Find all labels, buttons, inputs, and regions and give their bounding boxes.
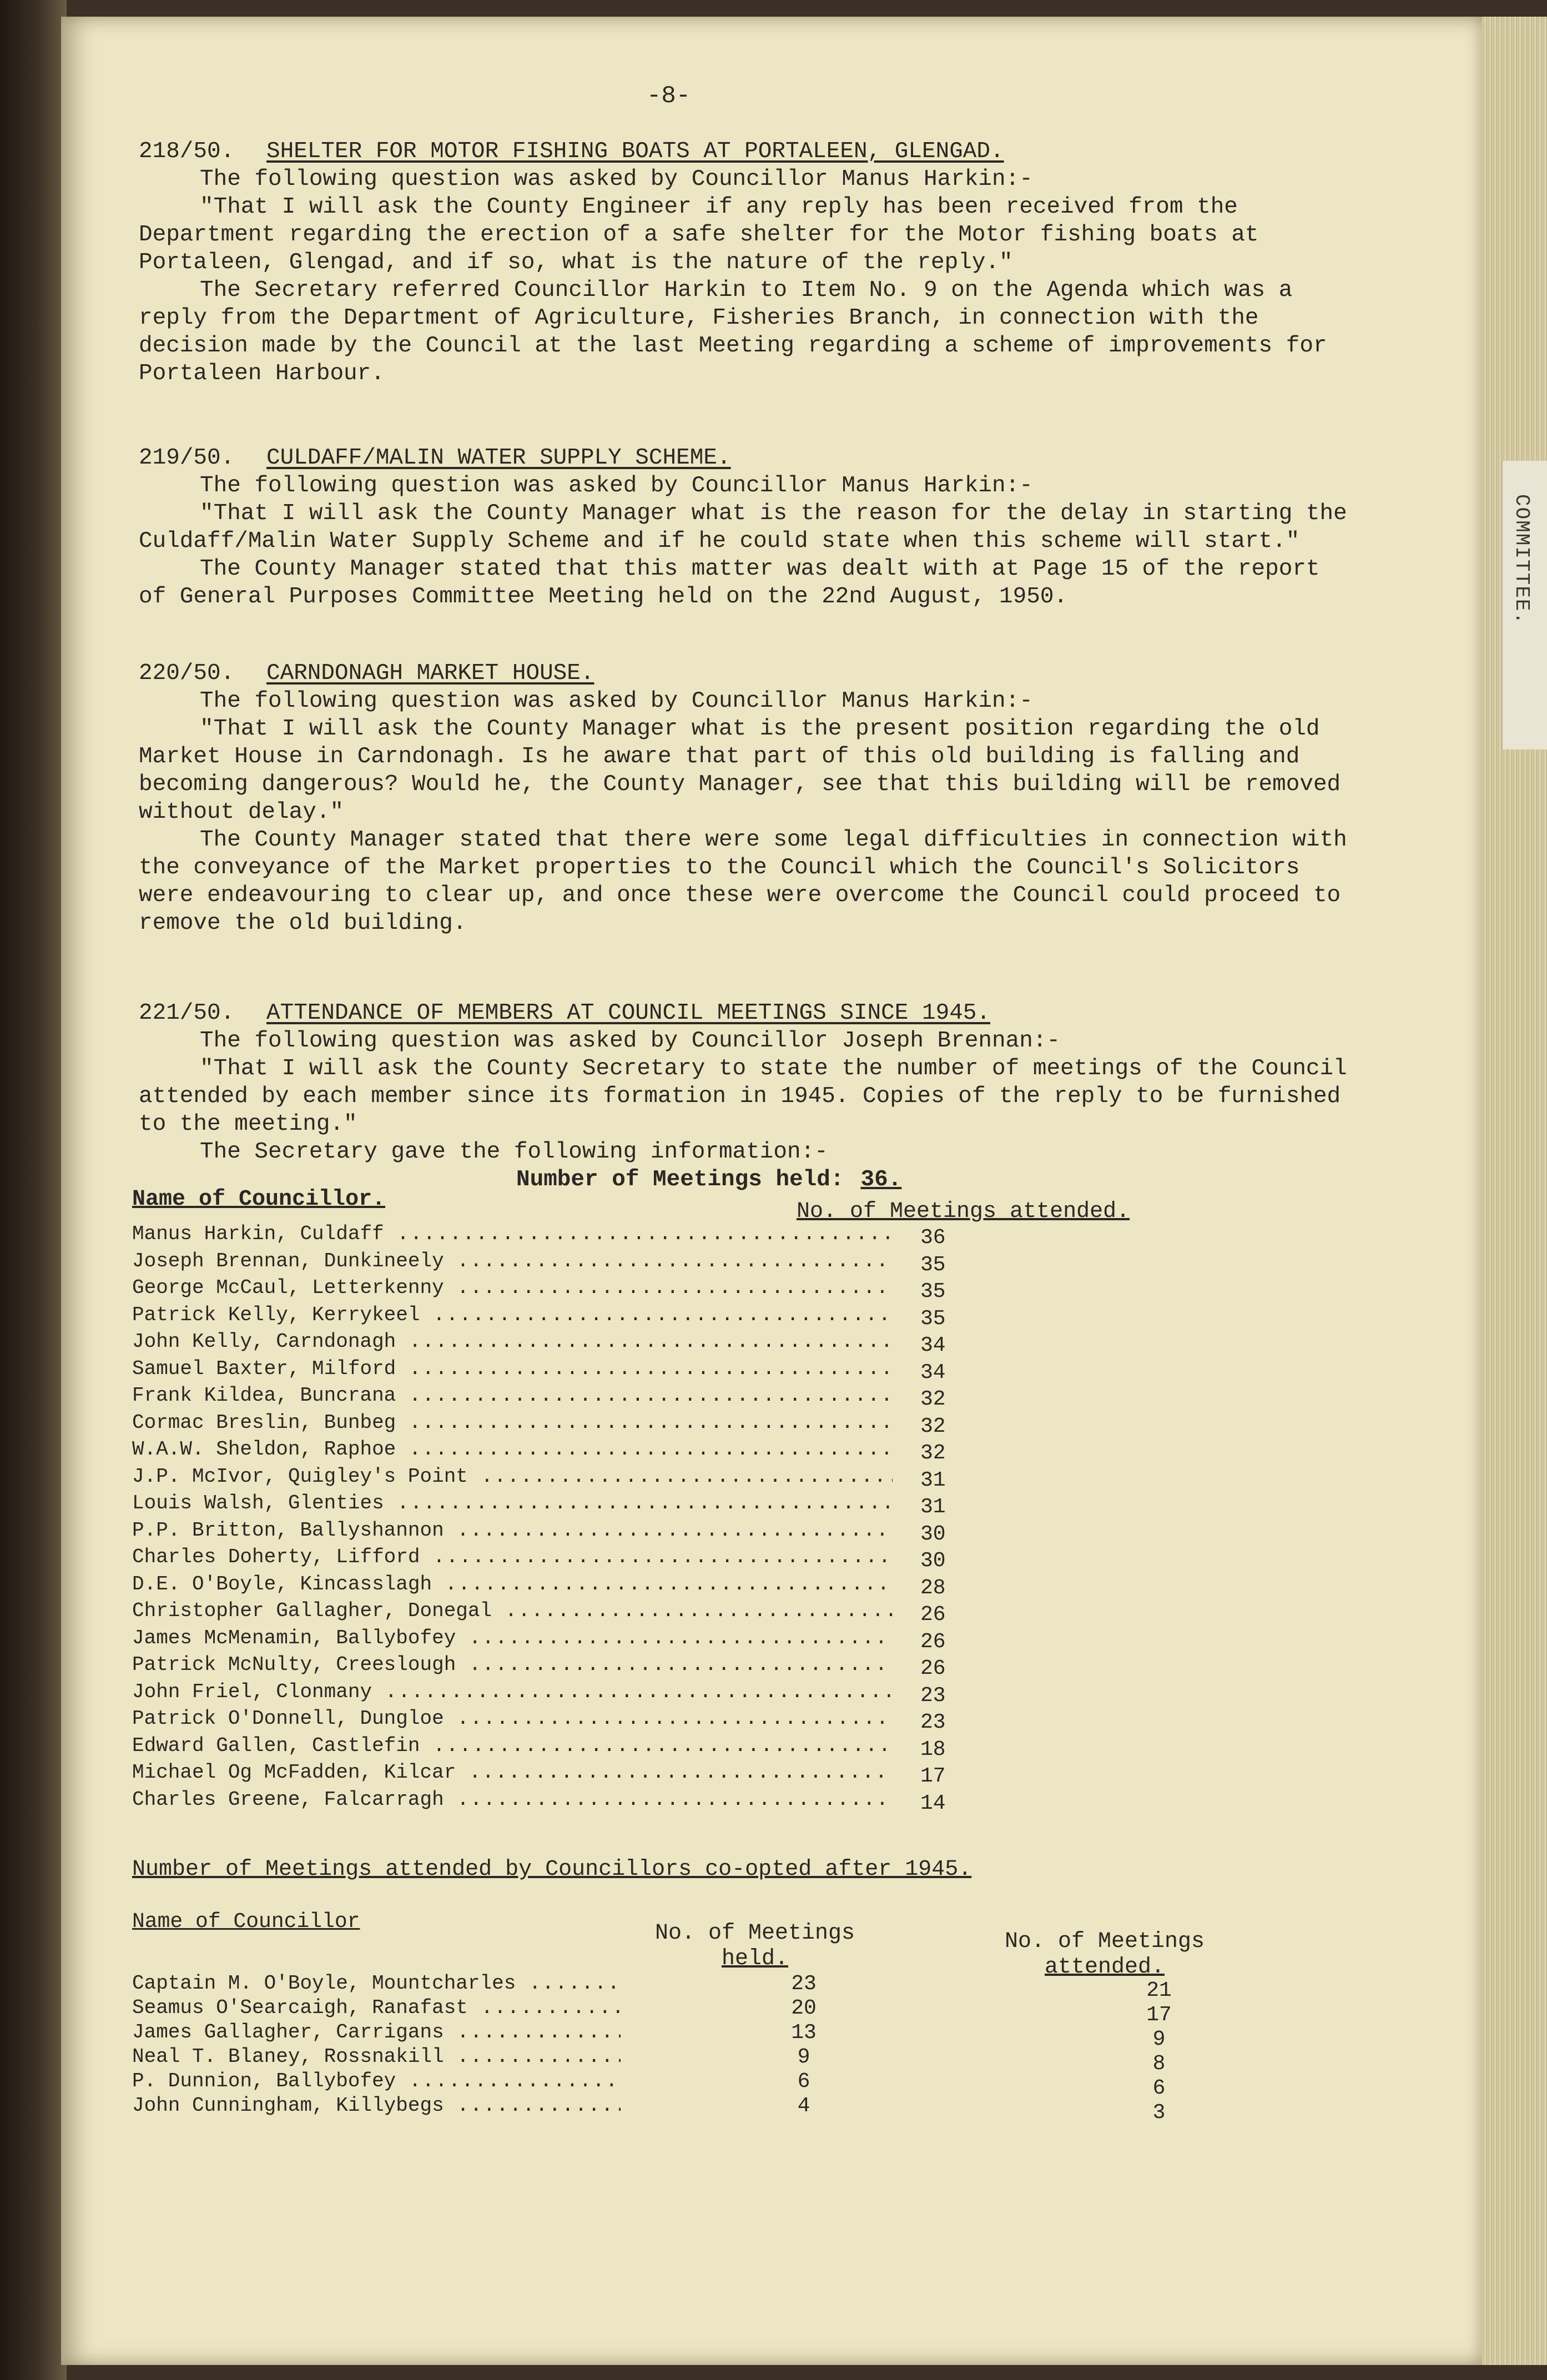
councillor-name: Louis Walsh, Glenties ..... [132,1492,893,1514]
meetings-attended: 35 [920,1280,946,1304]
meetings-attended: 8 [1152,2052,1166,2076]
councillor-name: Captain M. O'Boyle, Mountcharles ..... [132,1972,621,1995]
table-row [132,1330,965,1357]
minute-item-219 [139,444,1360,611]
table-row [132,2094,1242,2125]
coopted-table-title: Number of Meetings attended by Councillors co-opted after 1945. [132,1857,972,1882]
meetings-attended: 32 [920,1441,946,1465]
answer-text: The County Manager stated that there were some legal difficulties in connection with the conveyance of the Market properties to the Council which the Council's Solicitors were endeavouring to clear up, and once these were overcome the Council could proceed to remove the old building. [139,827,1347,936]
table-row [132,1222,965,1250]
councillor-name: Neal T. Blaney, Rossnakill ..... [132,2045,621,2068]
column-header-name: Name of Councillor. [132,1187,386,1212]
header-line: attended. [1044,1955,1165,1980]
table-row [132,1653,965,1680]
meetings-attended: 14 [920,1791,946,1815]
meetings-attended: 17 [920,1764,946,1788]
meetings-attended: 35 [920,1306,946,1331]
table-row [132,1384,965,1411]
table-row [132,1627,965,1654]
coopted-column-header-held [644,1921,866,1972]
meetings-attended: 17 [1146,2003,1172,2027]
item-title: ATTENDANCE OF MEMBERS AT COUNCIL MEETINGS SINCE 1945. [266,1000,991,1026]
item-heading [139,138,1360,165]
item-title: CARNDONAGH MARKET HOUSE. [266,661,594,686]
question-text: "That I will ask the County Secretary to state the number of meetings of the Council attended by each member since its formation in 1945. Copies of the reply to be furnished to the meeting." [139,1056,1347,1137]
minute-item-220 [139,660,1360,937]
meetings-attended: 32 [920,1414,946,1438]
table-row [132,1761,965,1788]
table-row [132,2045,1242,2076]
item-title: SHELTER FOR MOTOR FISHING BOATS AT PORTALEEN, GLENGAD. [266,139,1004,164]
meetings-attended: 26 [920,1657,946,1680]
councillor-name: Manus Harkin, Culdaff ..... [132,1222,893,1245]
answer-text: The Secretary gave the following information:- [200,1139,828,1165]
table-row [132,1546,965,1573]
header-line: No. of Meetings [654,1921,855,1946]
page-number: -8- [647,82,691,110]
councillor-name: Patrick McNulty, Creeslough ..... [132,1653,893,1676]
table-row [132,1996,1242,2027]
attendance-table [132,1222,965,1815]
councillor-name: Samuel Baxter, Milford ..... [132,1357,893,1380]
councillor-name: Michael Og McFadden, Kilcar ..... [132,1761,893,1784]
meetings-attended: 3 [1152,2101,1166,2125]
table-row [132,1492,965,1519]
table-row [132,1438,965,1465]
meetings-held-value: 36. [860,1167,902,1192]
item-number: 219/50. [139,445,235,471]
meetings-held: 13 [791,2021,817,2045]
item-title: CULDAFF/MALIN WATER SUPPLY SCHEME. [266,445,731,471]
councillor-name: John Friel, Clonmany ..... [132,1680,893,1703]
meetings-attended: 23 [920,1710,946,1734]
meetings-attended: 26 [920,1629,946,1654]
coopted-table [132,1972,1242,2125]
table-row [132,1707,965,1734]
councillor-name: Edward Gallen, Castlefin ..... [132,1734,893,1757]
item-number: 220/50. [139,661,235,686]
answer-text: The Secretary referred Councillor Harkin to Item No. 9 on the Agenda which was a reply from the Department of Agriculture, Fisheries Branch, in connection with the decision made by the Council at the last Meeting regarding a scheme of improvements for Portaleen Harbour. [139,278,1327,386]
table-row [132,1357,965,1385]
item-heading [139,444,1360,472]
item-heading [139,999,1360,1027]
table-row [132,1680,965,1708]
councillor-name: Charles Doherty, Lifford ..... [132,1546,893,1568]
meetings-attended: 34 [920,1334,946,1357]
question-text: "That I will ask the County Manager what is the reason for the delay in starting the Culdaff/Malin Water Supply Scheme and if he could state when this scheme will start." [139,501,1347,554]
answer-text: The County Manager stated that this matter was dealt with at Page 15 of the report of General Purposes Committee Meeting held on the 22nd August, 1950. [139,556,1320,610]
councillor-name: James McMenamin, Ballybofey ..... [132,1627,893,1649]
question-text: "That I will ask the County Manager what is the present position regarding the old Market House in Carndonagh. Is he aware that part of this old building is falling and becoming dangerous? Would he, the County Manager, see that this building will be removed without delay." [139,716,1341,825]
councillor-name: P.P. Britton, Ballyshannon ..... [132,1519,893,1542]
minute-item-218 [139,138,1360,388]
item-number: 221/50. [139,1000,235,1026]
meetings-attended: 31 [920,1495,946,1519]
index-tab-label: COMMITTEE. [1510,494,1533,626]
book-binding [0,0,67,2380]
meetings-attended: 32 [920,1387,946,1411]
meetings-held: 9 [797,2045,810,2069]
table-row [132,1465,965,1492]
meetings-attended: 34 [920,1360,946,1385]
councillor-name: James Gallagher, Carrigans ..... [132,2021,621,2044]
councillor-name: Joseph Brennan, Dunkineely ..... [132,1250,893,1272]
table-row [132,1972,1242,2002]
table-row [132,1304,965,1331]
councillor-name: John Kelly, Carndonagh ..... [132,1330,893,1353]
table-row [132,1411,965,1438]
document-page [61,17,1482,2365]
header-line: held. [721,1946,789,1971]
meetings-held: 20 [791,1996,817,2020]
councillor-name: Seamus O'Searcaigh, Ranafast ..... [132,1996,621,2019]
question-intro: The following question was asked by Councillor Joseph Brennan:- [200,1028,1061,1054]
question-text: "That I will ask the County Engineer if any reply has been received from the Department regarding the erection of a safe shelter for the Motor fishing boats at Portaleen, Glengad, and if so, what is the nature of the reply." [139,194,1259,275]
meetings-attended: 21 [1146,1979,1172,2002]
question-intro: The following question was asked by Councillor Manus Harkin:- [200,167,1033,192]
meetings-attended: 28 [920,1576,946,1600]
councillor-name: Cormac Breslin, Bunbeg ..... [132,1411,893,1434]
meetings-attended: 30 [920,1549,946,1573]
meetings-attended: 35 [920,1252,946,1277]
meetings-held: 6 [797,2070,810,2094]
column-header-attended: No. of Meetings attended. [797,1199,1130,1224]
councillor-name: Christopher Gallagher, Donegal ..... [132,1599,893,1622]
page-edges [1482,17,1547,2365]
table-row [132,1788,965,1815]
header-line: No. of Meetings [1004,1929,1205,1954]
meetings-attended: 26 [920,1603,946,1627]
meetings-attended: 36 [920,1226,946,1250]
meetings-held: 23 [791,1972,817,1996]
councillor-name: J.P. McIvor, Quigley's Point ..... [132,1465,893,1488]
question-intro: The following question was asked by Councillor Manus Harkin:- [200,688,1033,714]
table-row [132,1276,965,1304]
meetings-held-label: Number of Meetings held: [516,1167,844,1192]
item-number: 218/50. [139,139,235,164]
coopted-column-header-name: Name of Councillor [132,1910,360,1934]
meetings-attended: 23 [920,1683,946,1708]
table-row [132,1250,965,1277]
councillor-name: Charles Greene, Falcarragh ..... [132,1788,893,1811]
councillor-name: George McCaul, Letterkenny ..... [132,1276,893,1299]
meetings-held-summary [516,1167,901,1192]
table-row [132,1519,965,1546]
table-row [132,2070,1242,2100]
councillor-name: Patrick Kelly, Kerrykeel ..... [132,1304,893,1326]
councillor-name: Frank Kildea, Buncrana ..... [132,1384,893,1407]
councillor-name: Patrick O'Donnell, Dungloe ..... [132,1707,893,1730]
minute-item-221 [139,999,1360,1166]
table-row [132,1734,965,1762]
question-intro: The following question was asked by Councillor Manus Harkin:- [200,473,1033,499]
table-row [132,1573,965,1600]
meetings-attended: 6 [1152,2076,1166,2100]
table-row [132,2021,1242,2051]
meetings-attended: 31 [920,1468,946,1492]
meetings-held: 4 [797,2094,810,2118]
meetings-attended: 18 [920,1737,946,1762]
table-row [132,1599,965,1627]
item-heading [139,660,1360,687]
councillor-name: W.A.W. Sheldon, Raphoe ..... [132,1438,893,1461]
councillor-name: D.E. O'Boyle, Kincasslagh ..... [132,1573,893,1596]
meetings-attended: 30 [920,1522,946,1546]
councillor-name: John Cunningham, Killybegs ..... [132,2094,621,2117]
councillor-name: P. Dunnion, Ballybofey ..... [132,2070,621,2092]
meetings-attended: 9 [1152,2027,1166,2051]
index-tab [1501,461,1547,749]
